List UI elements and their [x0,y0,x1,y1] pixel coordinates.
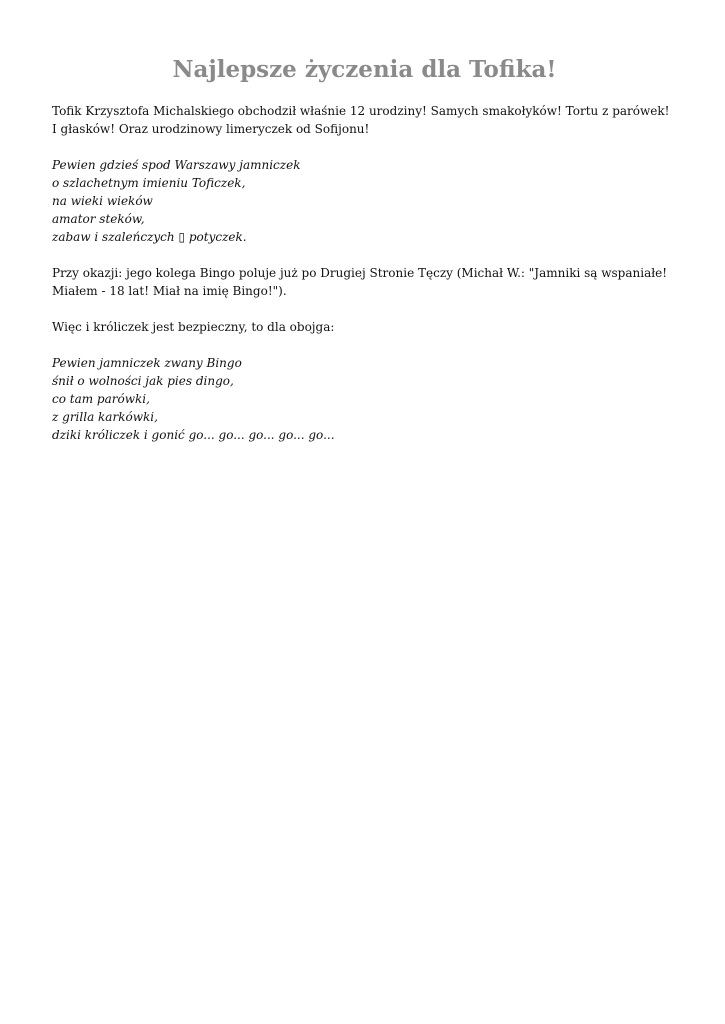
poem-line: o szlachetnym imieniu Toficzek, [52,176,246,190]
poem-line: Pewien jamniczek zwany Bingo [52,356,242,370]
limerick-tofik [52,156,677,246]
poem-line: amator steków, [52,212,145,226]
limerick-bingo [52,354,677,444]
poem-line: na wieki wieków [52,194,153,208]
poem-line: Pewien gdzieś spod Warszawy jamniczek [52,158,301,172]
bingo-paragraph: Przy okazji: jego kolega Bingo poluje już po Drugiej Stronie Tęczy (Michał W.: "Jamniki są wspaniałe! Miałem - 18 lat! Miał na imię Bingo!"). [52,266,668,298]
article [52,50,677,444]
intro-paragraph: Tofik Krzysztofa Michalskiego obchodził właśnie 12 urodziny! Samych smakołyków! Tortu z parówek! I głasków! Oraz urodzinowy limeryczek od Sofijonu! [52,104,670,136]
poem-line: śnił o wolności jak pies dingo, [52,374,234,388]
poem-line: dziki króliczek i gonić go... go... go... go... go... [52,428,335,442]
poem-line: co tam parówki, [52,392,150,406]
poem-line: zabaw i szaleńczych ▯ potyczek. [52,230,247,244]
rabbit-paragraph: Więc i króliczek jest bezpieczny, to dla obojga: [52,320,335,334]
poem-line: z grilla karkówki, [52,410,158,424]
article-title: Najlepsze życzenia dla Tofika! [172,56,557,83]
